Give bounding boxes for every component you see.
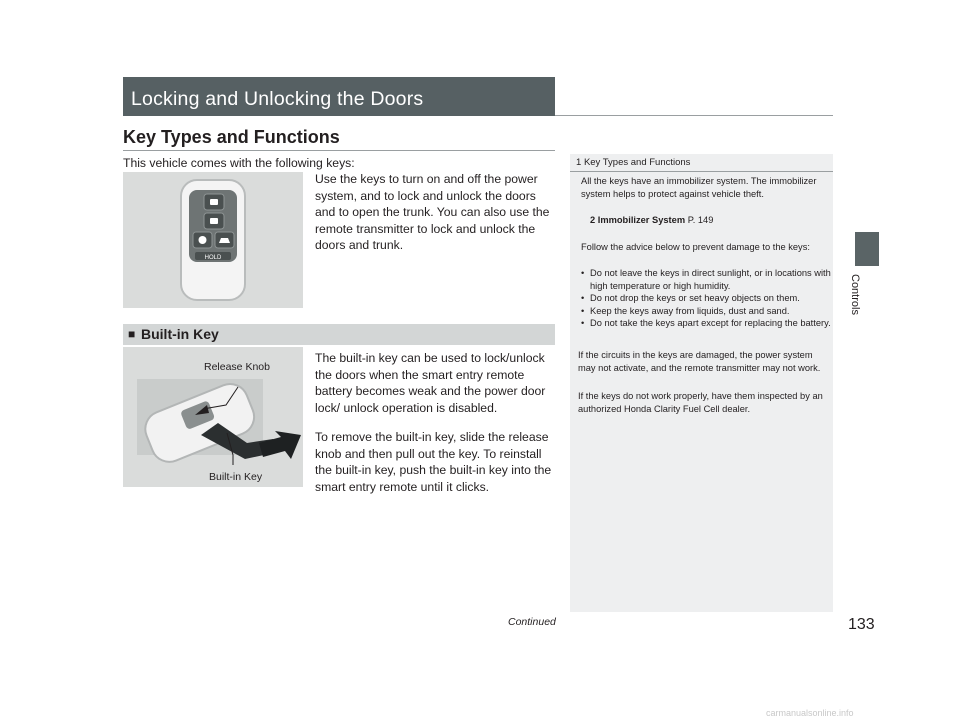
banner-rule bbox=[555, 115, 833, 116]
page-reference-link[interactable] bbox=[590, 214, 713, 227]
reference-arrow-icon: 2 bbox=[590, 215, 596, 225]
list-item: • Do not drop the keys or set heavy objects on them. bbox=[581, 292, 831, 305]
reference-label: Immobilizer System bbox=[597, 215, 686, 225]
smart-entry-remote-icon bbox=[123, 172, 303, 308]
page-number: 133 bbox=[848, 616, 875, 633]
note-advice-intro: Follow the advice below to prevent damage to the keys: bbox=[581, 242, 810, 252]
watermark: carmanualsonline.info bbox=[766, 708, 854, 718]
note-circuit-damage: If the circuits in the keys are damaged, the power system may not activate, and the remote transmitter may not work. bbox=[578, 350, 821, 373]
note-marker-icon: 1 bbox=[576, 157, 582, 168]
side-tab-label: Controls bbox=[849, 274, 861, 315]
builtin-key-label: Built-in Key bbox=[209, 471, 263, 483]
section-title: Key Types and Functions bbox=[123, 127, 340, 147]
keys-description: Use the keys to turn on and off the power system, and to lock and unlock the doors and to open the trunk. You can also use the remote transmitter to lock and unlock the doors and trunk. bbox=[315, 172, 550, 253]
reference-page: P. 149 bbox=[687, 215, 714, 225]
chapter-title: Locking and Unlocking the Doors bbox=[131, 88, 424, 110]
note-dealer: If the keys do not work properly, have them inspected by an authorized Honda Clarity Fuel Cell dealer. bbox=[578, 391, 823, 414]
sidebar-heading-text: Key Types and Functions bbox=[583, 157, 691, 168]
fob-hold-label: HOLD bbox=[204, 255, 222, 261]
builtin-key-instructions: To remove the built-in key, slide the release knob and then pull out the key. To reinstall the built-in key, push the built-in key into the smart entry remote until it clicks. bbox=[315, 430, 552, 494]
builtin-key-description: The built-in key can be used to lock/unlock the doors when the smart entry remote battery becomes weak and the power door lock/ unlock operation is disabled. bbox=[315, 351, 546, 415]
list-item: • Do not take the keys apart except for replacing the battery. bbox=[581, 317, 831, 330]
subsection-marker-icon: ■ bbox=[128, 327, 136, 341]
section-rule bbox=[123, 150, 555, 151]
advice-list bbox=[581, 267, 831, 330]
sidebar-rule bbox=[570, 171, 833, 172]
sidebar-heading bbox=[576, 157, 690, 168]
continued-label: Continued bbox=[508, 616, 556, 628]
release-knob-label: Release Knob bbox=[204, 361, 270, 373]
list-item: • Keep the keys away from liquids, dust and sand. bbox=[581, 305, 831, 318]
chapter-side-tab bbox=[855, 232, 879, 266]
list-item: • Do not leave the keys in direct sunlight, or in locations with high temperature or high humidity. bbox=[581, 267, 831, 292]
key-fob-figure bbox=[123, 172, 303, 308]
note-immobilizer: All the keys have an immobilizer system. The immobilizer system helps to protect against vehicle theft. bbox=[581, 176, 817, 199]
subsection-title: Built-in Key bbox=[141, 326, 219, 342]
section-intro: This vehicle comes with the following keys: bbox=[123, 156, 355, 170]
